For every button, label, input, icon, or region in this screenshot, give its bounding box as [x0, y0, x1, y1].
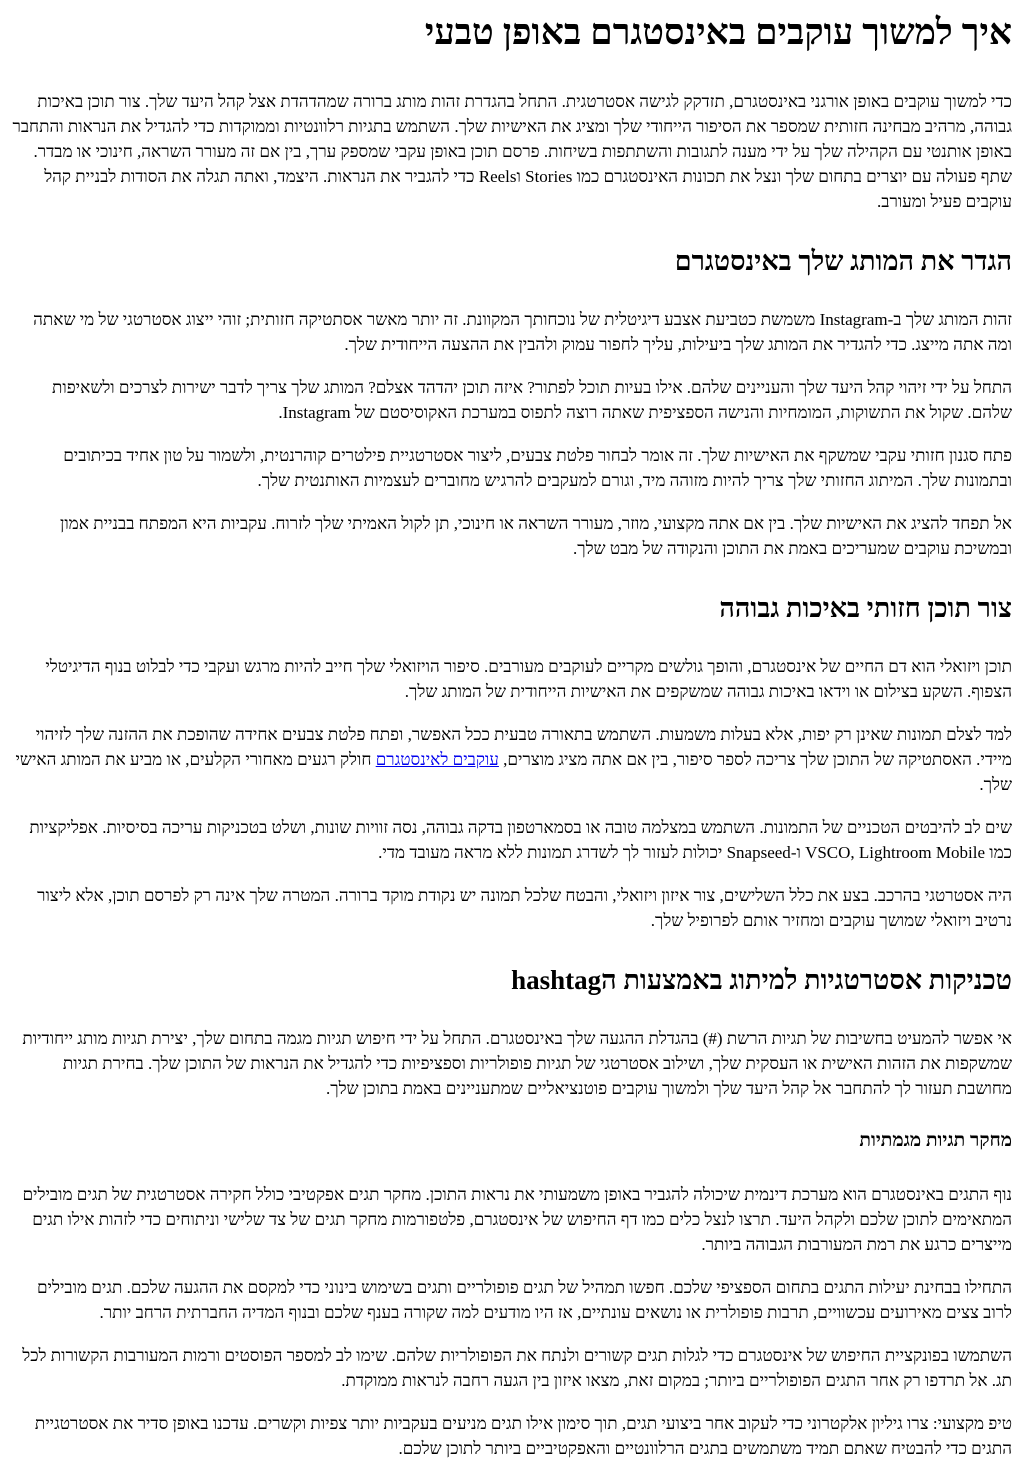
hashtag-paragraph-1: אי אפשר להמעיט בחשיבות של תגיות הרשת (#) בהגדלת ההגעה שלך באינסטגרם. התחל על ידי חיפוש תגיות מגמה בתחום שלך, יצירת תגיות מותג ייחודיות שמשקפות את הזהות האישית או העסקית שלך, ושילוב אסטרטגי של תגיות פופולריות וספציפיות כדי להגדיל את הנראות של התוכן שלך. בחירת תגיות מחושבת תעזור לך להתחבר אל קהל היעד שלך ולמשוך עוקבים פוטנציאליים שמתעניינים באמת בתוכן שלך. [22, 1029, 1012, 1099]
brand-paragraph-3: פתח סגנון חזותי עקבי שמשקף את האישיות שלך. זה אומר לבחור פלטת צבעים, ליצור אסטרטגיית פילטרים קוהרנטית, ולשמור על טון אחיד בכיתובים ובתמונות שלך. המיתוג החזותי שלך צריך להיות מזוהה מיד, וגורם למעקבים להרגיש מחוברים לעצמיות האותנטית שלך. [63, 446, 1012, 491]
section-heading-brand: הגדר את המותג שלך באינסטגרם [674, 246, 1012, 276]
brand-paragraph-2: התחל על ידי זיהוי קהל היעד שלך והעניינים שלהם. אילו בעיות תוכל לפתור? איזה תוכן יהדהד אצלם? המותג שלך צריך לדבר ישירות לצרכים ולשאיפות שלהם. שקול את התשוקות, המומחיות והנישה הספציפית שאתה רוצה לתפוס במערכת האקוסיסטם של Instagram. [52, 378, 1012, 423]
brand-paragraph-4: אל תפחד להציג את האישיות שלך. בין אם אתה מקצועי, מוזר, מעורר השראה או חינוכי, תן לקול האמיתי שלך לזרוח. עקביות היא המפתח בבניית אמון ובמשיכת עוקבים שמעריכים באמת את התוכן והנקודה של מבט שלך. [59, 514, 1012, 559]
visual-paragraph-4: היה אסטרטגי בהרכב. בצע את כלל השלישים, צור איזון ויזואלי, והבטח שלכל תמונה יש נקודת מוקד ברורה. המטרה שלך אינה רק לפרסם תוכן, אלא ליצור נרטיב ויזואלי שמושך עוקבים ומחזיר אותם לפרופיל שלך. [37, 886, 1012, 931]
section-heading-hashtag: טכניקות אסטרטגיות למיתוג באמצעות הhashtag [511, 965, 1012, 996]
instagram-followers-link[interactable]: עוקבים לאינסטגרם [375, 750, 499, 770]
visual-paragraph-1: תוכן ויזואלי הוא דם החיים של אינסטגרם, והופך גולשים מקריים לעוקבים מעורבים. סיפור הויזואלי שלך חייב להיות מרגש ועקבי כדי לבלוט בנוף הדיגיטלי הצפוף. השקע בצילום או וידאו באיכות גבוהה שמשקפים את האישיות הייחודית של המותג שלך. [45, 657, 1012, 702]
trending-paragraph-4: טיפ מקצועי: צרו גיליון אלקטרוני כדי לעקוב אחר ביצועי תגים, תוך סימון אילו תגים מניעים בעקביות יותר צפיות וקשרים. עדכנו באופן סדיר את אסטרטגיית התגים כדי להבטיח שאתם תמיד משתמשים בתגים הרלוונטיים והאפקטיביים ביותר לתוכן שלכם. [34, 1413, 1012, 1458]
page-title: איך למשוך עוקבים באינסטגרם באופן טבעי [424, 12, 1012, 52]
visual-paragraph-2 [12, 722, 1012, 797]
visual-paragraph-3: שים לב להיבטים הטכניים של התמונות. השתמש במצלמה טובה או בסמארטפון בדקה גבוהה, נסה זוויות שונות, ושלט בטכניקות עריכה בסיסיות. אפליקציות כמו VSCO, Lightroom Mobile ו-Snapseed יכולות לעזור לך לשדרג תמונות ללא מראה מעובד מדי. [29, 818, 1012, 863]
subsection-heading-trending-tags: מחקר תגיות מגמתיות [859, 1130, 1012, 1152]
trending-paragraph-1: נוף התגים באינסטגרם הוא מערכת דינמית שיכולה להגביר באופן משמעותי את נראות התוכן. מחקר תגים אפקטיבי כולל חקירה אסטרטגית של תגים מובילים המתאימים לתוכן שלכם ולקהל היעד. תרצו לנצל כלים כמו דף החיפוש של אינסטגרם, פלטפורמות מחקר תגים של צד שלישי וניתוחים כדי לזהות אילו תגים מייצרים כרגע את רמת המעורבות הגבוהה ביותר. [22, 1184, 1012, 1254]
section-heading-visual-content: צור תוכן חזותי באיכות גבוהה [719, 593, 1012, 624]
visual-paragraph-2-text-before: למד לצלם תמונות שאינן רק יפות, אלא בעלות משמעות. השתמש בתאורה טבעית ככל האפשר, ופתח פלטת צבעים אחידה שהופכת את ההזנה שלך לזיהוי מיידי. האסתטיקה של התוכן שלך צריכה לספר סיפור, בין אם אתה מציג מוצרים, [35, 725, 1012, 770]
visual-paragraph-2-text-after: חולק רגעים מאחורי הקלעים, או מביע את המותג האישי שלך. [15, 750, 1012, 795]
trending-paragraph-2: התחילו בבחינת יעילות התגים בתחום הספציפי שלכם. חפשו תמהיל של תגים פופולריים ותגים בשימוש בינוני כדי למקסם את ההגעה שלכם. תגים מובילים לרוב צצים מאירועים עכשוויים, תרבות פופולרית או נושאים עונתיים, אז היו מודעים למה שקורה בענף שלכם ובנוף המדיה החברתית הרחב יותר. [36, 1277, 1012, 1322]
brand-paragraph-1: זהות המותג שלך ב-Instagram משמשת כטביעת אצבע דיגיטלית של נוכחותך המקוונת. זה יותר מאשר אסתטיקה חזותית; זוהי ייצוג אסטרטגי של מי שאתה ומה אתה מייצג. כדי להגדיר את המותג שלך ביעילות, עליך לחפור עמוק ולהבין את ההצעה הייחודית שלך. [33, 310, 1012, 355]
intro-paragraph: כדי למשוך עוקבים באופן אורגני באינסטגרם, תזדקק לגישה אסטרטגית. התחל בהגדרת זהות מותג ברורה שמהדהדת אצל קהל היעד שלך. צור תוכן באיכות גבוהה, מרהיב מבחינה חזותית שמספר את הסיפור הייחודי שלך ומציג את האישיות שלך. השתמש בתגיות רלוונטיות וממוקדות כדי להגדיל את הנראות והתחבר באופן אותנטי עם הקהילה שלך על ידי מענה לתגובות והשתתפות בשיחות. פרסם תוכן באופן עקבי שמספק ערך, בין אם זה מעורר השראה, חינוכי או מבדר. שתף פעולה עם יוצרים בתחום שלך ונצל את תכונות האינסטגרם כמו Stories וReels כדי להגביר את הנראות. היצמד, ואתה תגלה את הסודות לבניית קהל עוקבים פעיל ומעורב. [12, 92, 1012, 211]
trending-paragraph-3: השתמשו בפונקציית החיפוש של אינסטגרם כדי לגלות תגים קשורים ולנתח את הפופולריות שלהם. שימו לב למספר הפוסטים ורמות המעורבות הקשורות לכל תג. אל תרדפו רק אחר התגים הפופולריים ביותר; במקום זאת, מצאו איזון בין הגעה רחבה לנראות ממוקדת. [22, 1345, 1012, 1390]
